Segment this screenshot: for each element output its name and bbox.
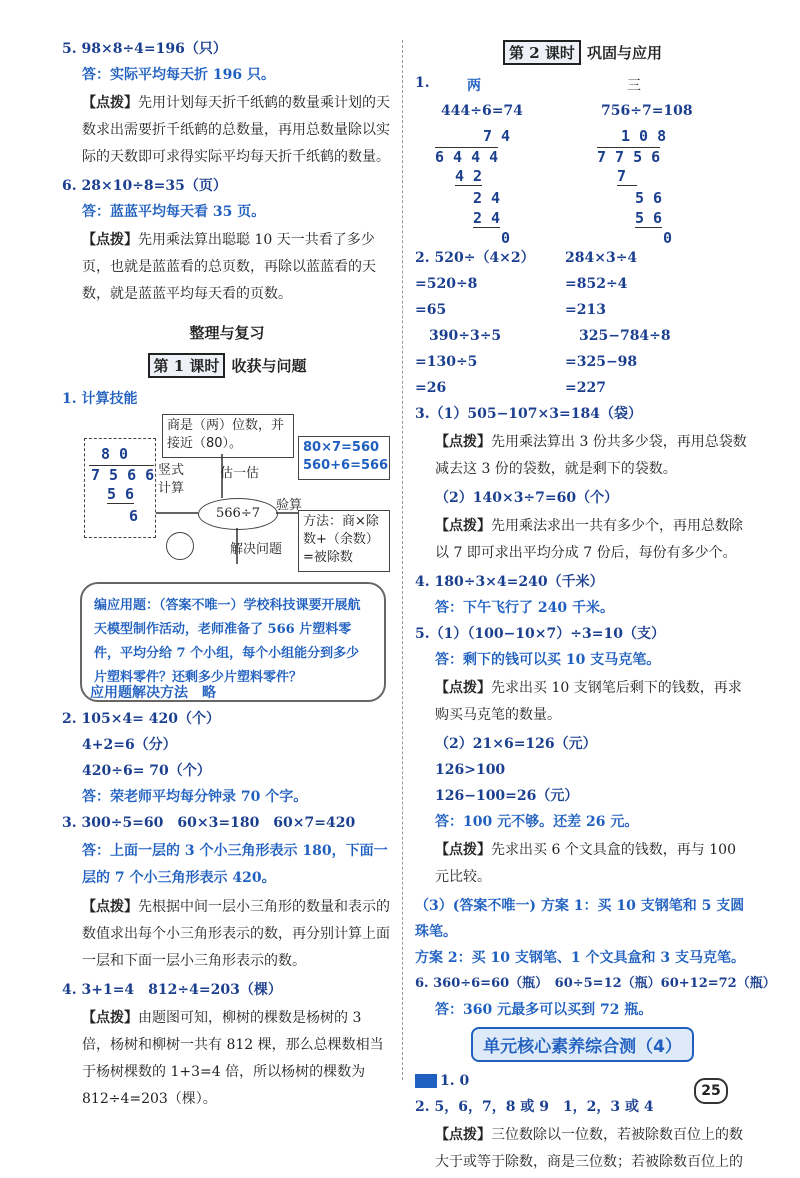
q2-grid <box>415 245 750 401</box>
division-quotient: 8 0 <box>101 445 129 463</box>
q4-equation: 4. 180÷3×4=240（千米） <box>415 574 604 590</box>
q1-b-label: 三 <box>627 78 641 94</box>
q1-block <box>415 73 750 247</box>
q4-answer: 答：下午飞行了 240 千米。 <box>435 600 614 616</box>
calc-skill-title: 1. 计算技能 <box>62 391 138 407</box>
q5-1-equation: 5.（1）（100−10×7）÷3=10（支） <box>415 626 665 642</box>
q5-equation: 5. 98×8÷4=196（只） <box>62 41 227 57</box>
tip-tag: 【点拨】 <box>435 434 491 450</box>
q2-line1: 2. 105×4= 420（个） <box>62 711 221 727</box>
test-q2: 2. 5，6，7，8 或 9 1，2，3 或 4 <box>415 1099 654 1115</box>
q5-2-line2: 126>100 <box>435 762 506 778</box>
lesson2-box: 第 2 课时 <box>503 40 581 65</box>
q2-cell: 284×3÷4 <box>565 250 638 266</box>
tip-tag: 【点拨】 <box>435 518 491 534</box>
div-b-quotient: 1 0 8 <box>621 127 667 145</box>
div-b-dividend: 7 7 5 6 <box>597 148 661 166</box>
q4-tip <box>62 1005 392 1113</box>
lesson1-box: 第 1 课时 <box>148 353 226 378</box>
division-dividend: 7 5 6 6 <box>91 466 155 484</box>
q2-cell: 390÷3÷5 <box>429 328 502 344</box>
vertical-calc-label: 竖式计算 <box>158 463 185 496</box>
column-divider <box>402 40 403 1080</box>
q6-answer: 答：蓝蓝平均每天看 35 页。 <box>82 204 266 220</box>
mind-map <box>62 414 392 685</box>
tip-tag: 【点拨】 <box>435 680 491 696</box>
q2-row <box>415 375 750 401</box>
q3-1-equation: 3.（1）505−107×3=184（袋） <box>415 406 642 422</box>
left-column <box>62 36 392 1115</box>
tip-tag: 【点拨】 <box>82 232 138 248</box>
division-a <box>435 127 545 247</box>
q2-cell: 2. 520÷（4×2） <box>415 250 535 266</box>
right-column <box>415 36 776 1178</box>
q5-3-plan1: （3）(答案不唯一) 方案 1：买 10 支钢笔和 5 支圆珠笔。 <box>415 898 745 940</box>
div-a-dividend: 6 4 4 4 <box>435 148 499 166</box>
page-number: 25 <box>694 1078 728 1104</box>
q3-tip <box>62 894 392 975</box>
center-expression: 566÷7 <box>198 498 278 530</box>
section-title: 整理与复习 <box>189 324 265 342</box>
tip-tag: 【点拨】 <box>435 1127 491 1143</box>
unit-banner-row <box>415 1027 750 1062</box>
div-a-row4: 2 4 <box>473 209 501 227</box>
quotient-note-box: 商是（两）位数，并接近（80）。 <box>162 414 294 458</box>
div-a-quotient: 7 4 <box>483 127 511 145</box>
q5-1-answer: 答：剩下的钱可以买 10 支马克笔。 <box>435 652 661 668</box>
lesson1-title: 收获与问题 <box>231 357 307 375</box>
q3-answer: 答：上面一层的 3 个小三角形表示 180，下面一层的 7 个小三角形表示 420。 <box>82 843 388 886</box>
q2-row <box>415 271 750 297</box>
q5-1-tip <box>415 675 750 729</box>
q3-equation: 3. 300÷5=60 60×3=180 60×7=420 <box>62 815 356 831</box>
q6-equation: 6. 28×10÷8=35（页） <box>62 178 227 194</box>
q2-cell: =325−98 <box>565 354 638 370</box>
q2-cell: =852÷4 <box>565 276 628 292</box>
q3-1-tip <box>415 429 750 483</box>
q5-3-plan2: 方案 2：买 10 支钢笔、1 个文具盒和 3 支马克笔。 <box>415 950 745 966</box>
q2-row <box>415 349 750 375</box>
division-product: 5 6 <box>107 485 135 503</box>
q4-equation: 4. 3+1=4 812÷4=203（棵） <box>62 982 282 998</box>
q5-2-line1: （2）21×6=126（元） <box>435 736 597 752</box>
division-b <box>597 127 707 247</box>
q2-answer: 答：荣老师平均每分钟录 70 个字。 <box>82 789 308 805</box>
multiply-check-box: 80×7=560 560+6=566 <box>298 436 390 480</box>
div-b-row2: 7 <box>617 167 637 186</box>
div-a-row3: 2 4 <box>473 189 501 207</box>
q5-2-answer: 答：100 元不够。还差 26 元。 <box>435 814 639 830</box>
q2-line3: 420÷6= 70（个） <box>82 763 211 779</box>
div-a-row2: 4 2 <box>455 167 483 185</box>
q1-a-equation: 444÷6=74 <box>441 103 523 119</box>
verify-label: 验算 <box>276 498 303 513</box>
q6-answer: 答：360 元最多可以买到 72 瓶。 <box>435 1002 653 1018</box>
test-q2-tip <box>415 1122 750 1176</box>
lesson2-header <box>415 40 750 65</box>
q2-row <box>415 245 750 271</box>
q1-number: 1. <box>415 75 430 91</box>
q3-2-tip <box>415 513 750 567</box>
q2-cell: =213 <box>565 302 606 318</box>
q3-2-tip-text: 先用乘法求出一共有多少个，再用总数除以 7 即可求出平均分成 7 份后，每份有多少个。 <box>435 518 743 561</box>
div-b-row5: 0 <box>663 229 673 247</box>
tip-tag: 【点拨】 <box>82 95 138 111</box>
test-q2-tip-text: 三位数除以一位数，若被除数百位上的数大于或等于除数，商是三位数；若被除数百位上的 <box>435 1127 743 1170</box>
section-one-icon <box>415 1074 437 1088</box>
q2-cell: =65 <box>415 302 447 318</box>
app-method: 应用题解决方法 略 <box>90 685 216 701</box>
q5-answer: 答：实际平均每天折 196 只。 <box>82 67 275 83</box>
q2-row <box>415 297 750 323</box>
q2-cell: =130÷5 <box>415 354 478 370</box>
div-a-row5: 0 <box>501 229 511 247</box>
q1-b-equation: 756÷7=108 <box>601 103 693 119</box>
q5-tip-text: 先用计划每天折千纸鹤的数量乘计划的天数求出需要折千纸鹤的总数量，再用总数量除以实际的天数即可求得实际平均每天折千纸鹤的数量。 <box>82 95 390 165</box>
q6-tip-text: 先用乘法算出聪聪 10 天一共看了多少页，也就是蓝蓝看的总页数，再除以蓝蓝看的天数，就是蓝蓝平均每天看的页数。 <box>82 232 376 302</box>
q2-cell: =26 <box>415 380 447 396</box>
q3-2-equation: （2）140×3÷7=60（个） <box>435 490 619 506</box>
q5-tip <box>62 90 392 171</box>
lesson2-title: 巩固与应用 <box>586 44 662 62</box>
q3-tip-text: 先根据中间一层小三角形的数量和表示的数值求出每个小三角形表示的数，再分别计算上面一层和下面一层小三角形表示的数。 <box>82 899 390 969</box>
q2-cell: 325−784÷8 <box>579 328 671 344</box>
q4-tip-text: 由题图可知，柳树的棵数是杨树的 3 倍，杨树和柳树一共有 812 棵，那么总棵数相当于杨树棵数的 1+3=4 倍，所以杨树的棵数为 812÷4=203（棵）。 <box>82 1010 384 1107</box>
division-remainder: 6 <box>129 507 139 525</box>
q2-cell: =520÷8 <box>415 276 478 292</box>
q5-2-line3: 126−100=26（元） <box>435 788 579 804</box>
estimate-label: 估一估 <box>220 466 260 481</box>
q5-2-tip <box>415 837 750 891</box>
tip-tag: 【点拨】 <box>82 1010 138 1026</box>
q5-2-tip-text: 先求出买 6 个文具盒的钱数，再与 100 元比较。 <box>435 842 736 885</box>
mind-map-arrows <box>62 414 392 574</box>
lesson1-header <box>62 353 392 378</box>
test-q1-text: 1. 0 <box>440 1073 470 1089</box>
q6-equation: 6. 360÷6=60（瓶） 60÷5=12（瓶）60+12=72（瓶） <box>415 976 776 991</box>
solve-label: 解决问题 <box>230 542 283 557</box>
app-problem-box: 编应用题：（答案不唯一）学校科技课要开展航天模型制作活动，老师准备了 566 片塑料零件，平均分给 7 个小组，每个小组能分到多少片塑料零件？还剩多少片塑料零件？ <box>80 582 386 702</box>
q3-1-tip-text: 先用乘法算出 3 份共多少袋，再用总袋数减去这 3 份的袋数，就是剩下的袋数。 <box>435 434 747 477</box>
div-b-row4: 5 6 <box>635 209 663 227</box>
q6-tip <box>62 227 392 308</box>
tip-tag: 【点拨】 <box>435 842 491 858</box>
q2-cell: =227 <box>565 380 606 396</box>
q1-a-label: 两 <box>467 78 481 94</box>
div-b-row3: 5 6 <box>635 189 663 207</box>
q2-row <box>415 323 750 349</box>
unit-banner: 单元核心素养综合测（4） <box>471 1027 694 1062</box>
tip-tag: 【点拨】 <box>82 899 138 915</box>
q2-line2: 4+2=6（分） <box>82 737 177 753</box>
method-box: 方法：商×除数+（余数）=被除数 <box>298 510 390 572</box>
q5-1-tip-text: 先求出买 10 支钢笔后剩下的钱数，再求购买马克笔的数量。 <box>435 680 742 723</box>
